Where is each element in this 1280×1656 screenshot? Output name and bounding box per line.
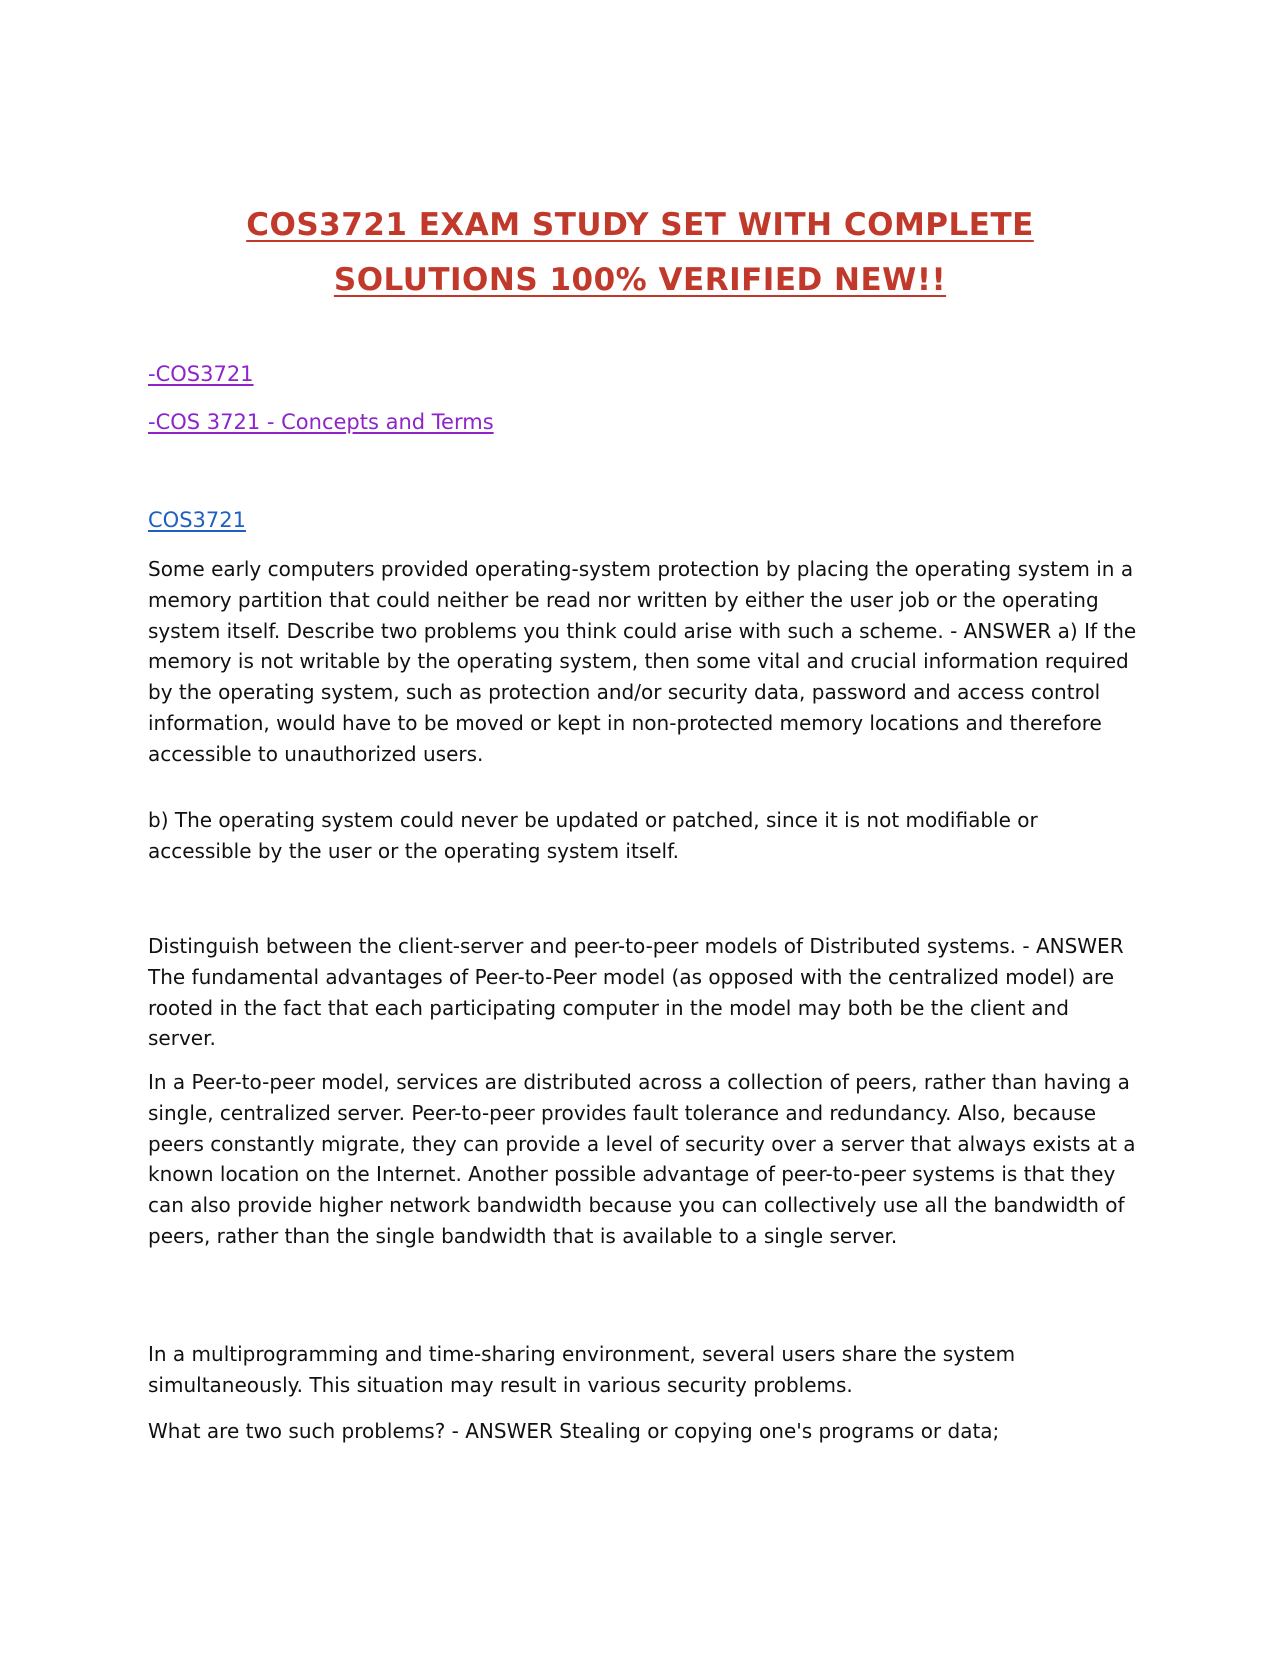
toc-link-concepts-and-terms[interactable]: -COS 3721 - Concepts and Terms (148, 410, 494, 434)
answer-part-b: b) The operating system could never be updated or patched, since it is not modifiable or accessible by the user or the operating system itself. (148, 808, 1038, 863)
question-os-protection: Some early computers provided operating-system protection by placing the operating system in a memory partition that could neither be read nor written by either the user job or the operating system itself. Describe two problems you think could arise with such a scheme. - ANSWER a) If the memory is not writable by the operating system, then some vital and crucial information required by the operating system, such as protection and/or security data, password and access control information, would have to be moved or kept in non-protected memory locations and therefore accessible to unauthorized users. (148, 557, 1137, 766)
document-title (140, 198, 1140, 308)
question-client-server-p2p: Distinguish between the client-server and peer-to-peer models of Distributed systems. - ANSWER The fundamental advantages of Peer-to-Peer model (as opposed with the centralized model) are rooted in the fact that each participating computer in the model may both be the client and server. (148, 934, 1124, 1051)
p2p-advantages-paragraph: In a Peer-to-peer model, services are distributed across a collection of peers, rather than having a single, centralized server. Peer-to-peer provides fault tolerance and redundancy. Also, because peers constantly migrate, they can provide a level of security over a server that always exists at a known location on the Internet. Another possible advantage of peer-to-peer systems is that they can also provide higher network bandwidth because you can collectively use all the bandwidth of peers, rather than the single bandwidth that is available to a single server. (148, 1070, 1136, 1248)
section-heading-link[interactable]: COS3721 (148, 508, 246, 532)
question-two-problems: What are two such problems? - ANSWER Stealing or copying one's programs or data; (148, 1419, 1000, 1443)
title-line-2: SOLUTIONS 100% VERIFIED NEW!! (333, 262, 947, 298)
toc-link-cos3721[interactable]: -COS3721 (148, 362, 254, 386)
question-multiprogramming: In a multiprogramming and time-sharing environment, several users share the system simultaneously. This situation may result in various security problems. (148, 1342, 1016, 1397)
title-line-1: COS3721 EXAM STUDY SET WITH COMPLETE (246, 207, 1034, 243)
